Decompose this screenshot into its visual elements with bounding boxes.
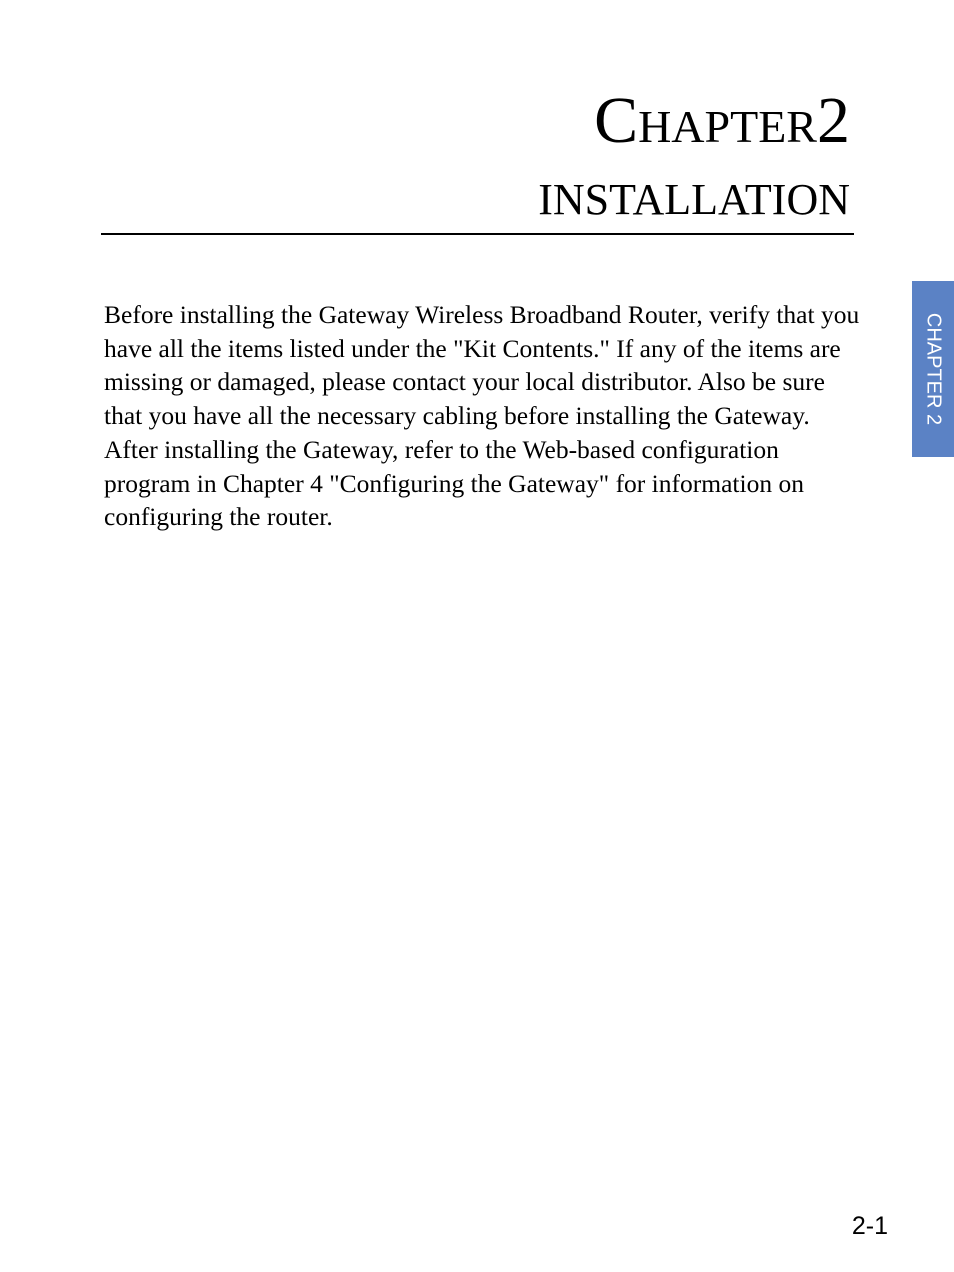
chapter-number: 2 — [817, 84, 850, 157]
chapter-title: INSTALLATION — [538, 175, 850, 224]
chapter-label: Chapter — [594, 84, 817, 157]
title-divider — [101, 233, 854, 235]
chapter-side-tab — [912, 281, 954, 457]
side-tab-label: CHAPTER 2 — [922, 312, 945, 426]
chapter-heading — [594, 84, 850, 157]
page-number: 2-1 — [851, 1212, 888, 1240]
intro-paragraph: Before installing the Gateway Wireless Broadband Router, verify that you have all the items listed under the "Kit Contents." If any of the items are missing or damaged, please contact your local distributor. Also be sure that you have all the necessary cabling before installing the Gateway. After installing the Gateway, refer to the Web-based configuration program in Chapter 4 "Configuring the Gateway" for information on configuring the router. — [104, 300, 860, 532]
